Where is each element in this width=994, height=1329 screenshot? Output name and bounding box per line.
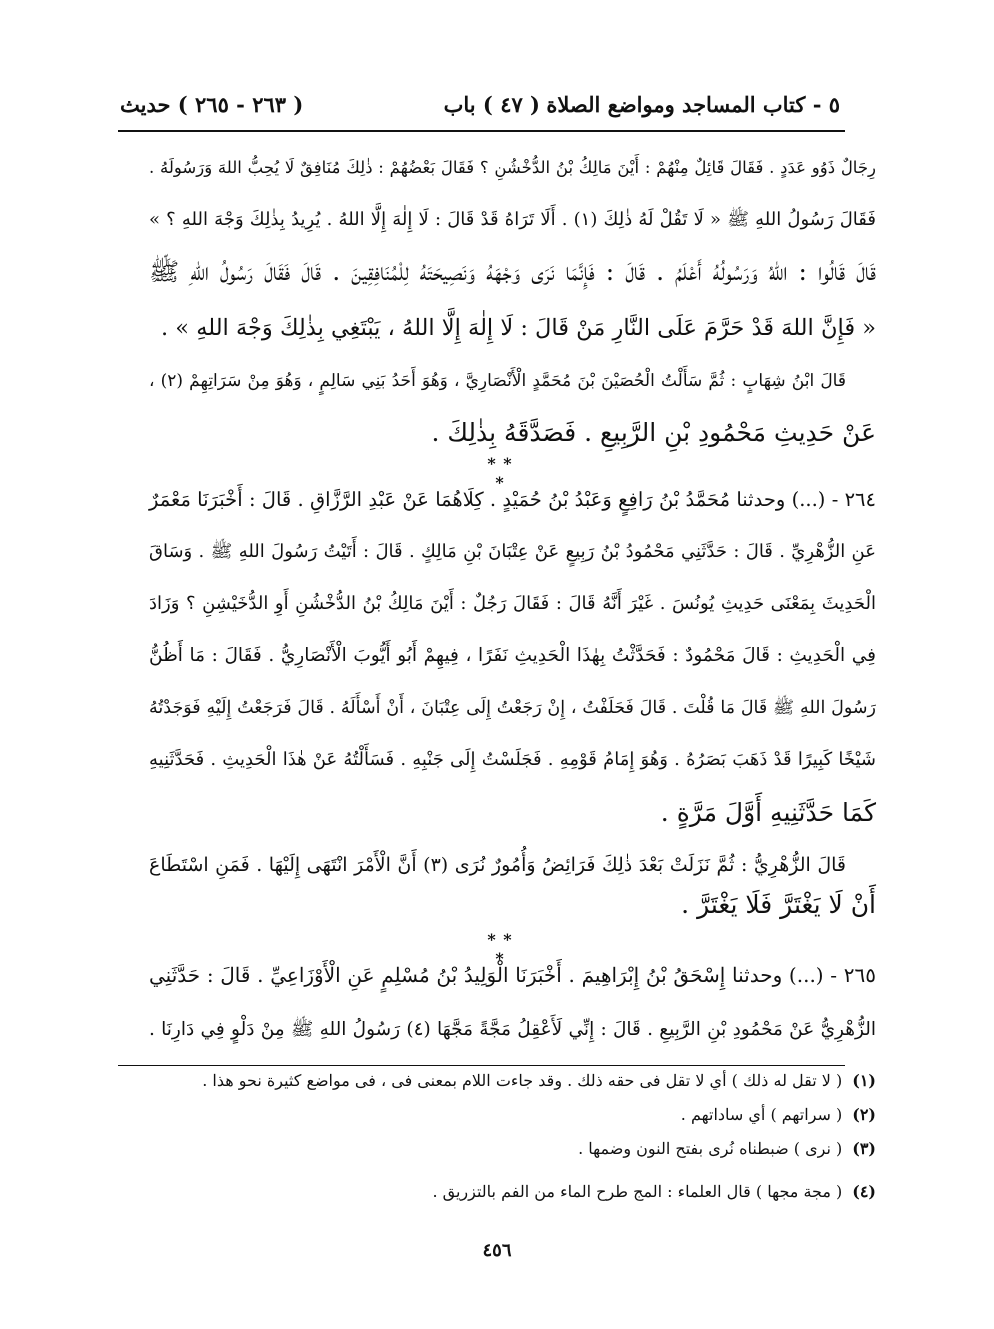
hadith-range: ( ٢٦٣ - ٢٦٥ ) حديث bbox=[120, 92, 304, 117]
text-line: عَنِ الزُّهْرِيِّ . قَالَ : حَدَّثَنِي مَحْمُودُ بْنُ رَبِيعٍ عَنْ عِتْبَانَ بْنِ مَالِكٍ . قَالَ : أَتَيْتُ رَسُولَ اللهِ ﷺ . وَسَاقَ bbox=[149, 541, 876, 562]
text-line: الزُّهْرِيُّ عَنْ مَحْمُودِ بْنِ الرَّبِيعِ . قَالَ : إِنِّي لَأَعْقِلُ مَجَّةً مَجَّهَا (٤) رَسُولُ اللهِ ﷺ مِنْ دَلْوٍ فِي دَارِنَا . bbox=[149, 1019, 876, 1040]
section-separator: * * * bbox=[487, 454, 513, 492]
text-line: كَمَا حَدَّثَنِيهِ أَوَّلَ مَرَّةٍ . bbox=[660, 798, 876, 827]
hadith-265-line: ٢٦٥ - (...) وحدثنا إِسْحَقُ بْنُ إِبْرَاهِيمَ . أَخْبَرَنَا الْوَلِيدُ بْنُ مُسْلِمٍ عَنِ الْأَوْزَاعِيِّ . قَالَ : حَدَّثَنِي bbox=[149, 963, 876, 987]
footnote-text: ( لا تقل له ذلك ) أي لا تقل فى حقه ذلك . وقد جاءت اللام بمعنى فى ، فى مواضع كثيرة نحو هذا . bbox=[202, 1071, 843, 1090]
text-line: فِي الْحَدِيثِ : قَالَ مَحْمُودٌ : فَحَدَّثْتُ بِهٰذَا الْحَدِيثِ نَفَرًا ، فِيهِمْ أَبُو أَيُّوبَ الْأَنْصَارِيُّ . فَقَالَ : مَا أَظُنُّ bbox=[149, 645, 876, 666]
text-line: رِجَالٌ ذَوُو عَدَدٍ . فَقَالَ قَائِلٌ مِنْهُمْ : أَيْنَ مَالِكُ بْنُ الدُّخْشُنِ ؟ فَقَالَ بَعْضُهُمْ : ذٰلِكَ مُنَافِقٌ لَا يُحِبُّ اللهَ وَرَسُولَهُ . bbox=[149, 158, 876, 177]
text-line: فَقَالَ رَسُولُ اللهِ ﷺ « لَا تَقُلْ لَهُ ذٰلِكَ (١) . أَلَا تَرَاهُ قَدْ قَالَ : لَا إِلٰهَ إِلَّا اللهُ . يُرِيدُ بِذٰلِكَ وَجْهَ اللهِ ؟ » bbox=[149, 209, 876, 230]
footnote-number: (٣) bbox=[852, 1139, 876, 1158]
text-line: عَنْ حَدِيثِ مَحْمُودِ بْنِ الرَّبِيعِ . فَصَدَّقَهُ بِذٰلِكَ . bbox=[431, 418, 876, 447]
footnote-number: (٢) bbox=[852, 1105, 876, 1124]
page-number: ٤٥٦ bbox=[482, 1240, 512, 1261]
footnote-1 bbox=[149, 1068, 876, 1094]
text-line: « فَإِنَّ اللهَ قَدْ حَرَّمَ عَلَى النَّارِ مَنْ قَالَ : لَا إِلٰهَ إِلَّا اللهُ ، يَبْتَغِي بِذٰلِكَ وَجْهَ اللهِ » . bbox=[160, 315, 876, 341]
hadith-264-line: ٢٦٤ - (...) وحدثنا مُحَمَّدُ بْنُ رَافِعٍ وَعَبْدُ بْنُ حُمَيْدٍ . كِلَاهُمَا عَنْ عَبْدِ الرَّزَّاقِ . قَالَ : أَخْبَرَنَا مَعْمَرٌ bbox=[149, 488, 876, 511]
text-line: الْحَدِيثَ بِمَعْنَى حَدِيثِ يُونُسَ . غَيْرَ أَنَّهُ قَالَ : فَقَالَ رَجُلٌ : أَيْنَ مَالِكُ بْنُ الدُّخْشُنِ أَوِ الدُّخَيْشِنِ ؟ وَزَادَ bbox=[149, 593, 876, 614]
text-line: قَالَ قَالُوا : اللهُ وَرَسُولُهُ أَعْلَمُ . قَالَ : فَإِنَّمَا نَرَى وَجْهَهُ وَنَصِيحَتَهُ لِلْمُنَافِقِينَ . قَالَ فَقَالَ رَسُولُ اللهِ ﷺ bbox=[149, 257, 876, 286]
footnote-number: (٤) bbox=[852, 1182, 876, 1201]
footnote-number: (١) bbox=[852, 1071, 876, 1090]
header-rule bbox=[118, 130, 845, 132]
footnote-rule bbox=[118, 1065, 845, 1066]
footnote-text: ( مجة مجها ) قال العلماء : المج طرح الماء من الفم بالتزريق . bbox=[432, 1182, 843, 1201]
footnote-4 bbox=[149, 1179, 876, 1205]
text-line: قَالَ ابْنُ شِهَابٍ : ثُمَّ سَأَلْتُ الْحُصَيْنَ بْنَ مُحَمَّدٍ الْأَنْصَارِيَّ ، وَهُوَ أَحَدُ بَنِي سَالِمٍ ، وَهُوَ مِنْ سَرَاتِهِمْ (٢) ، bbox=[149, 371, 846, 391]
text-line: أَنْ لَا يَغْتَرَّ فَلَا يَغْتَرَّ . bbox=[681, 890, 876, 919]
book-title: ٥ - كتاب المساجد ومواضع الصلاة bbox=[546, 92, 840, 117]
text-line: رَسُولَ اللهِ ﷺ قَالَ مَا قُلْتَ . قَالَ فَحَلَفْتُ ، إِنْ رَجَعْتُ إِلَى عِتْبَانَ ، أَنْ أَسْأَلَهُ . قَالَ فَرَجَعْتُ إِلَيْهِ فَوَجَدْتُهُ bbox=[149, 698, 876, 718]
text-line: قَالَ الزُّهْرِيُّ : ثُمَّ نَزَلَتْ بَعْدَ ذٰلِكَ فَرَائِضُ وَأُمُورٌ نُرَى (٣) أَنَّ الْأَمْرَ انْتَهَى إِلَيْهَا . فَمَنِ اسْتَطَاعَ bbox=[149, 854, 847, 876]
text-line: شَيْخًا كَبِيرًا قَدْ ذَهَبَ بَصَرُهُ . وَهُوَ إِمَامُ قَوْمِهِ . فَجَلَسْتُ إِلَى جَنْبِهِ . فَسَأَلْتُهُ عَنْ هٰذَا الْحَدِيثِ . فَحَدَّثَنِيهِ bbox=[149, 749, 876, 770]
section-separator: * * * bbox=[487, 930, 513, 968]
running-header bbox=[120, 88, 840, 126]
footnote-text: ( سراتهم ) أي ساداتهم . bbox=[680, 1105, 843, 1124]
footnote-2 bbox=[149, 1102, 876, 1128]
chapter-label: ( ٤٧ ) باب bbox=[443, 92, 540, 117]
footnote-text: ( نرى ) ضبطناه نُرى بفتح النون وضمها . bbox=[578, 1139, 843, 1158]
footnote-3 bbox=[149, 1136, 876, 1162]
